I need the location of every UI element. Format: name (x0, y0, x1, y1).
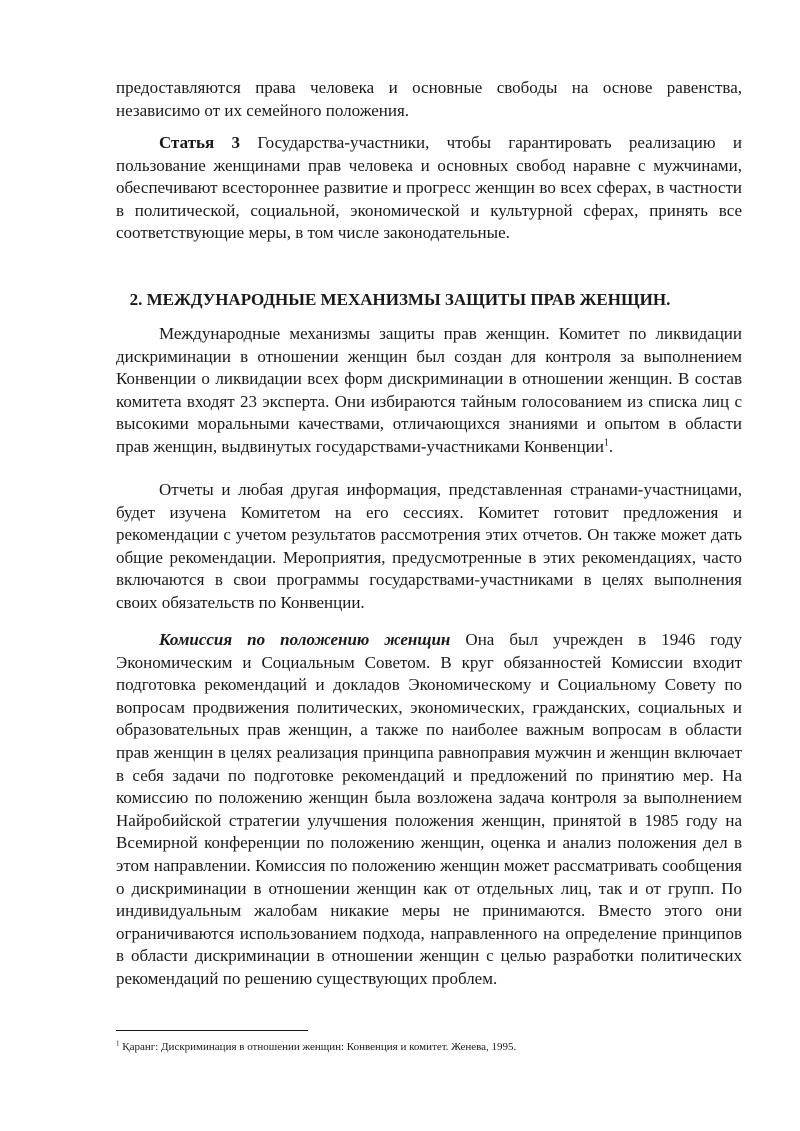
footnote (116, 1040, 742, 1054)
committee-text: Международные механизмы защиты прав женщин. Комитет по ликвидации дискриминации в отношении женщин был создан для контроля за выполнением Конвенции о ликвидации всех форм дискриминации в отношении женщин. В состав комитета входят 23 эксперта. Они избираются тайным голосованием из списка лиц с высокими моральными качествами, отличающихся знаниями и опытом в области прав женщин, выдвинутых государствами-участниками Конвенции (116, 324, 742, 456)
article-3-text: Государства-участники, чтобы гарантировать реализацию и пользование женщинами прав человека и основных свобод наравне с мужчинами, обеспечивают всестороннее развитие и прогресс женщин во всех сферах, в частности в политической, социальной, экономической и культурной сферах, принять все соответствующие меры, в том числе законодательные. (116, 133, 742, 243)
article-3-label: Статья 3 (159, 133, 241, 152)
reports-text: Отчеты и любая другая информация, представленная странами-участницами, будет изучена Комитетом на его сессиях. Комитет готовит предложения и рекомендации с учетом результатов рассмотрения этих отчетов. Он также может дать общие рекомендации. Мероприятия, предусмотренные в этих рекомендациях, часто включаются в свои программы государствами-участниками в целях выполнения своих обязательств по Конвенции. (116, 480, 742, 612)
footnote-reference[interactable]: 1 (603, 437, 609, 449)
commission-text: Она был учрежден в 1946 году Экономическим и Социальным Советом. В круг обязанностей Комиссии входит подготовка рекомендаций и докладов Экономическому и Социальному Совету по вопросам продвижения политических, экономических, гражданских, социальных и образовательных прав женщин, а также по наиболее важным вопросам в области прав женщин в целях реализация принципа равноправия мужчин и женщин включает в себя задачи по подготовке рекомендаций и предложений по принятию мер. На комиссию по положению женщин была возложена задача контроля за выполнением Найробийской стратегии улучшения положения женщин, принятой в 1985 году на Всемирной конференции по положению женщин, оценка и анализ положения дел в этом направлении. Комиссия по положению женщин может рассматривать сообщения о дискриминации в отношении женщин как от отдельных лиц, так и от групп. По индивидуальным жалобам никакие меры не принимаются. Вместо этого они ограничиваются использованием подхода, направленного на определение принципов в области дискриминации в отношении женщин с целью разработки политических рекомендаций по решению существующих проблем. (116, 630, 742, 988)
commission-paragraph (116, 629, 742, 991)
committee-end: . (608, 436, 614, 456)
commission-label: Комиссия по положению женщин (159, 630, 451, 649)
footnote-marker: 1 (116, 1039, 120, 1048)
reports-paragraph (116, 479, 742, 615)
footnote-text: Қаранг: Дискриминация в отношении женщин: Конвенция и комитет. Женева, 1995. (119, 1041, 517, 1053)
footnote-divider (116, 1030, 308, 1031)
section-heading: 2. МЕЖДУНАРОДНЫЕ МЕХАНИЗМЫ ЗАЩИТЫ ПРАВ ЖЕНЩИН. (129, 290, 671, 309)
intro-text: предоставляются права человека и основные свободы на основе равенства, независимо от их семейного положения. (116, 78, 742, 120)
committee-paragraph (116, 323, 742, 459)
article-3-paragraph (116, 132, 742, 245)
intro-paragraph (116, 77, 742, 122)
